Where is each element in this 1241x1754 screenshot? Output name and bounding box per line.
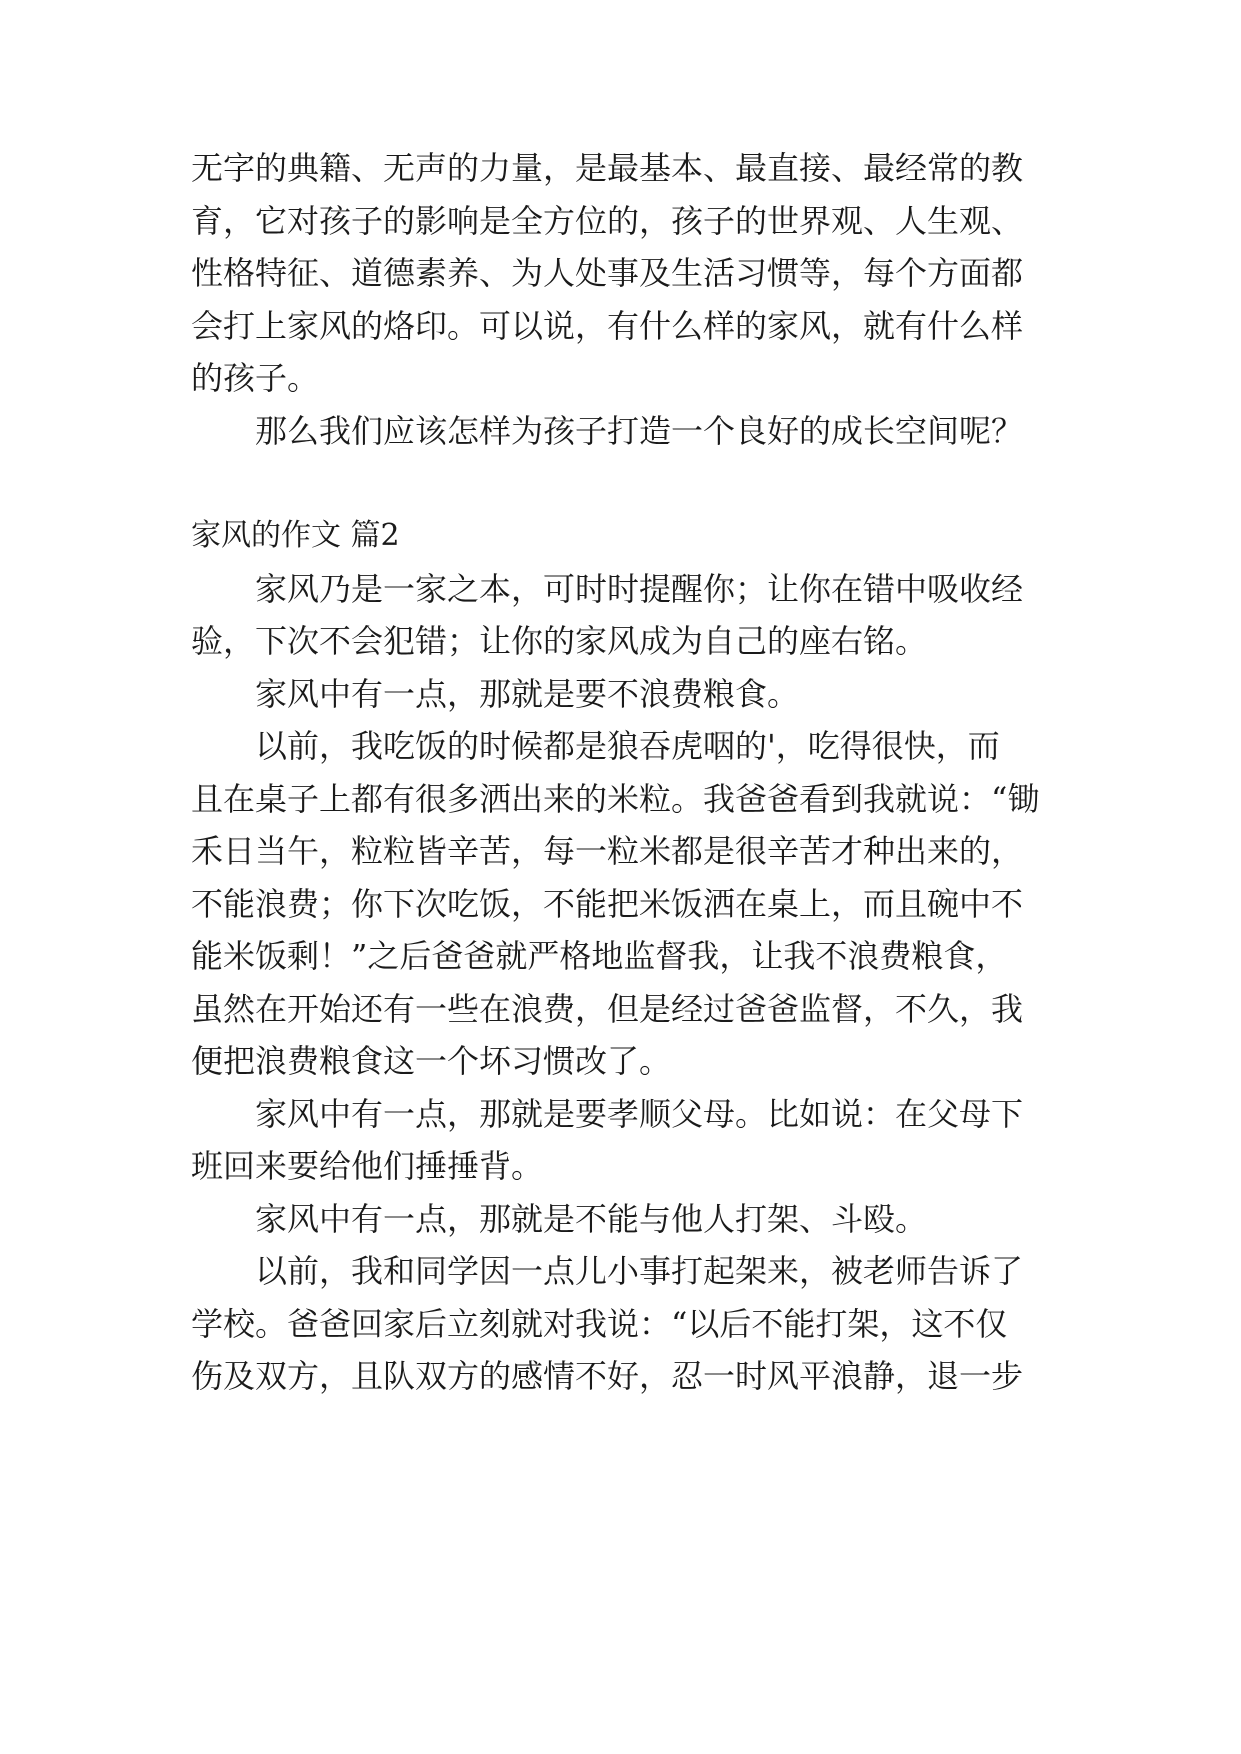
text-line-23: 伤及双方，且队双方的感情不好，忍一时风平浪静，退一步: [191, 1357, 1024, 1395]
text-line-20: 家风中有一点，那就是不能与他人打架、斗殴。: [255, 1200, 928, 1238]
section-heading: 家风的作文 篇2: [191, 518, 400, 553]
paragraph-question: 那么我们应该怎样为孩子打造一个良好的成长空间呢？: [255, 412, 1024, 450]
text-line-16: 虽然在开始还有一些在浪费，但是经过爸爸监督，不久，我: [191, 990, 1024, 1028]
text-line-2: 育，它对孩子的影响是全方位的，孩子的世界观、人生观、: [191, 202, 1024, 240]
text-line-13: 禾日当午，粒粒皆辛苦，每一粒米都是很辛苦才种出来的，: [191, 832, 1024, 870]
text-line-17: 便把浪费粮食这一个坏习惯改了。: [191, 1042, 672, 1080]
text-line-19: 班回来要给他们捶捶背。: [191, 1147, 544, 1185]
text-line-9: 验，下次不会犯错；让你的家风成为自己的座右铭。: [191, 622, 928, 660]
text-line-8: 家风乃是一家之本，可时时提醒你；让你在错中吸收经: [255, 570, 1024, 608]
text-line-18: 家风中有一点，那就是要孝顺父母。比如说：在父母下: [255, 1095, 1024, 1133]
text-line-22: 学校。爸爸回家后立刻就对我说：“以后不能打架，这不仅: [191, 1305, 1008, 1343]
text-line-11: 以前，我吃饭的时候都是狼吞虎咽的'，吃得很快，而: [255, 727, 1000, 765]
text-line-14: 不能浪费；你下次吃饭，不能把米饭洒在桌上，而且碗中不: [191, 885, 1024, 923]
text-line-12: 且在桌子上都有很多洒出来的米粒。我爸爸看到我就说：“锄: [191, 780, 1040, 818]
text-line-21: 以前，我和同学因一点儿小事打起架来，被老师告诉了: [255, 1252, 1024, 1290]
text-line-15: 能米饭剩！”之后爸爸就严格地监督我，让我不浪费粮食，: [191, 937, 1008, 975]
text-line-1: 无字的典籍、无声的力量，是最基本、最直接、最经常的教: [191, 149, 1024, 187]
text-line-3: 性格特征、道德素养、为人处事及生活习惯等，每个方面都: [191, 254, 1024, 292]
text-line-4: 会打上家风的烙印。可以说，有什么样的家风，就有什么样: [191, 307, 1024, 345]
text-line-10: 家风中有一点，那就是要不浪费粮食。: [255, 675, 800, 713]
text-line-5: 的孩子。: [191, 359, 320, 397]
